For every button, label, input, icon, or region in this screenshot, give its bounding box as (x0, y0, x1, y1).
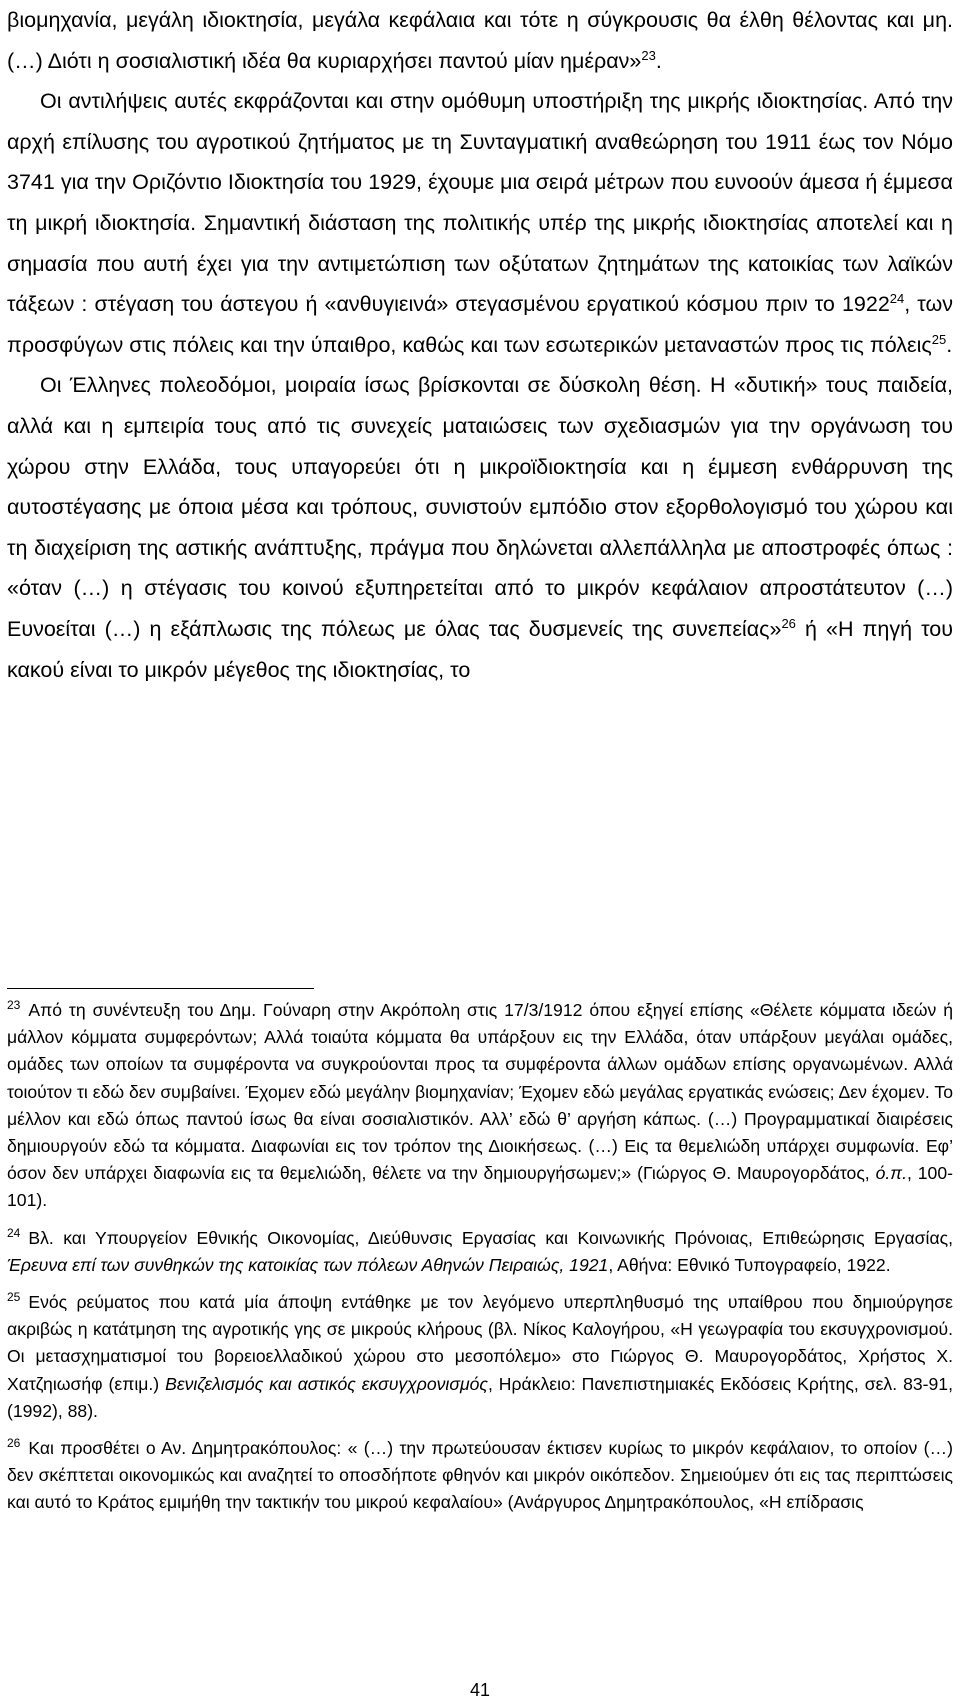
paragraph-text: ή «Η πηγή του κακού είναι το μικρόν μέγεθος της ιδιοκτησίας, το (7, 616, 953, 682)
footnote-text: , Αθήνα: Εθνικό Τυπογραφείο, 1922. (608, 1254, 891, 1275)
paragraph-1 (7, 0, 953, 81)
footnote-italic: ό.π. (875, 1163, 907, 1184)
footnote-text: Ενός ρεύματος που κατά μία άποψη εντάθηκε με τον λεγόμενο υπερπληθυσμό της υπαίθρου που δημιούργησε ακριβώς η κατάτμηση της αγροτικής γης σε μικρούς κλήρους (βλ. Νίκος Καλογήρου, «Η γεωγραφία του εκσυγχρονισμού. Οι μετασχηματισμοί του βορειοελλαδικού χώρου στο μεσοπόλεμο» στο Γιώργος Θ. Μαυρογορδάτος, Χρήστος Χ. Χατζηιωσήφ (επιμ.) (7, 1292, 953, 1394)
footnote-ref-25: 25 (931, 331, 947, 347)
footnote-text: Και προσθέτει ο Αν. Δημητρακόπουλος: « (…) την πρωτεύουσαν έκτισεν κυρίως το μικρόν κεφάλαιον, το οποίον (…) δεν σκέπτεται οικονομικώς και αναζητεί το οποσδήποτε φθηνόν και μικρόν οικόπεδον. Σημειούμεν ότι εις τας περιπτώσεις και αυτό το Κράτος εμιμήθη την τακτικήν του μικρού κεφαλαίου» (Ανάργυρος Δημητρακόπουλος, «Η επίδρασις (7, 1438, 953, 1513)
footnote-number: 23 (7, 998, 21, 1013)
footnote-26 (7, 1435, 953, 1517)
paragraph-text: . (655, 48, 662, 73)
footnote-ref-24: 24 (889, 291, 905, 306)
footnote-23 (7, 997, 953, 1215)
paragraph-3 (7, 365, 953, 690)
footnote-number: 26 (7, 1436, 21, 1451)
paragraph-text: , των προσφύγων στις πόλεις και την ύπαιθρο, καθώς και των εσωτερικών μεταναστών προς τις πόλεις (7, 292, 953, 357)
footnote-number: 25 (7, 1290, 21, 1305)
footnote-separator (7, 988, 314, 989)
footnote-number: 24 (7, 1225, 21, 1240)
page-number: 41 (469, 1680, 491, 1700)
body-text (7, 0, 953, 690)
footnote-ref-23: 23 (641, 47, 656, 63)
footnotes (7, 997, 953, 1527)
paragraph-text: βιομηχανία, μεγάλη ιδιοκτησία, μεγάλα κεφάλαια και τότε η σύγκρουσις θα έλθη θέλοντας και μη. (…) Διότι η σοσιαλιστική ιδέα θα κυριαρχήσει παντού μίαν ημέραν» (7, 8, 953, 73)
footnote-ref-26: 26 (781, 615, 796, 631)
paragraph-text: Οι αντιλήψεις αυτές εκφράζονται και στην ομόθυμη υποστήριξη της μικρής ιδιοκτησίας. Από την αρχή επίλυσης του αγροτικού ζητήματος με τη Συνταγματική αναθεώρηση του 1911 έως τον Νόμο 3741 για την Οριζόντιο Ιδιοκτησία του 1929, έχουμε μια σειρά μέτρων που ευνοούν άμεσα ή έμμεσα τη μικρή ιδιοκτησία. Σημαντική διάσταση της πολιτικής υπέρ της μικρής ιδιοκτησίας αποτελεί και η σημασία που αυτή έχει για την αντιμετώπιση των οξύτατων ζητημάτων της κατοικίας των λαϊκών τάξεων : στέγαση του άστεγου ή «ανθυγιεινά» στεγασμένου εργατικού κόσμου πριν το 1922 (7, 89, 953, 317)
footnote-25 (7, 1289, 953, 1425)
footnote-text: Από τη συνέντευξη του Δημ. Γούναρη στην Ακρόπολη στις 17/3/1912 όπου εξηγεί επίσης «Θέλετε κόμματα ιδεών ή μάλλον κόμματα συμφερόντων; Αλλά τοιαύτα κόμματα θα υπάρξουν εις την Ελλάδα, όταν υπάρξουν μεγάλαι ομάδες, ομάδες των οποίων τα συμφέροντα να συγκρούονται προς τα συμφέροντα άλλων ομάδων επίσης οργανωμένων. Αλλά τοιούτον τι εδώ δεν συμβαίνει. Έχομεν εδώ μεγάλην βιομηχανίαν; Έχομεν εδώ μεγάλας εργατικάς ενώσεις; Δεν έχομεν. Το μέλλον και εδώ όπως παντού ίσως θα είναι σοσιαλιστικόν. Αλλ’ εδώ θ’ αργήση κάπως. (…) Προγραμματικαί διαιρέσεις δημιουργούν εδώ τα κόμματα. Διαφωνίαι εις τον τρόπον της Διοικήσεως. (…) Εις τα θεμελιώδη υπάρχει συμφωνία. Εφ’ όσον δεν υπάρχει διαφωνία εις τα θεμελιώδη, θέλετε να την δημιουργήσωμεν;» (Γιώργος Θ. Μαυρογορδάτος, (7, 1000, 953, 1184)
footnote-italic: Βενιζελισμός και αστικός εκσυγχρονισμός (165, 1373, 488, 1394)
paragraph-text: . (946, 332, 953, 357)
paragraph-2 (7, 81, 953, 365)
footnote-italic: Έρευνα επί των συνθηκών της κατοικίας των πόλεων Αθηνών Πειραιώς, 1921 (7, 1254, 609, 1275)
footnote-24 (7, 1225, 953, 1279)
footnote-text: , Ηράκλειο: Πανεπιστημιακές Εκδόσεις Κρήτης, σελ. 83-91, (1992), 88). (7, 1373, 953, 1421)
footnote-text: , 100-101). (7, 1163, 953, 1211)
footnote-text: Βλ. και Υπουργείον Εθνικής Οικονομίας, Διεύθυνσις Εργασίας και Κοινωνικής Πρόνοιας, Επιθεώρησις Εργασίας, (28, 1227, 953, 1248)
page (7, 0, 953, 690)
paragraph-text: Οι Έλληνες πολεοδόμοι, μοιραία ίσως βρίσκονται σε δύσκολη θέση. Η «δυτική» τους παιδεία, αλλά και η εμπειρία τους από τις συνεχείς ματαιώσεις των σχεδιασμών για την οργάνωση του χώρου στην Ελλάδα, τους υπαγορεύει ότι η μικροϊδιοκτησία και η έμμεση ενθάρρυνση της αυτοστέγασης με όποια μέσα και τρόπους, συνιστούν εμπόδιο στον εξορθολογισμό του χώρου και τη διαχείριση της αστικής ανάπτυξης, πράγμα που δηλώνεται αλλεπάλληλα με αποστροφές όπως : «όταν (…) η στέγασις του κοινού εξυπηρετείται από το μικρόν κεφάλαιον απροστάτευτον (…) Ευνοείται (…) η εξάπλωσις της πόλεως με όλας τας δυσμενείς της συνεπείας» (7, 373, 953, 641)
